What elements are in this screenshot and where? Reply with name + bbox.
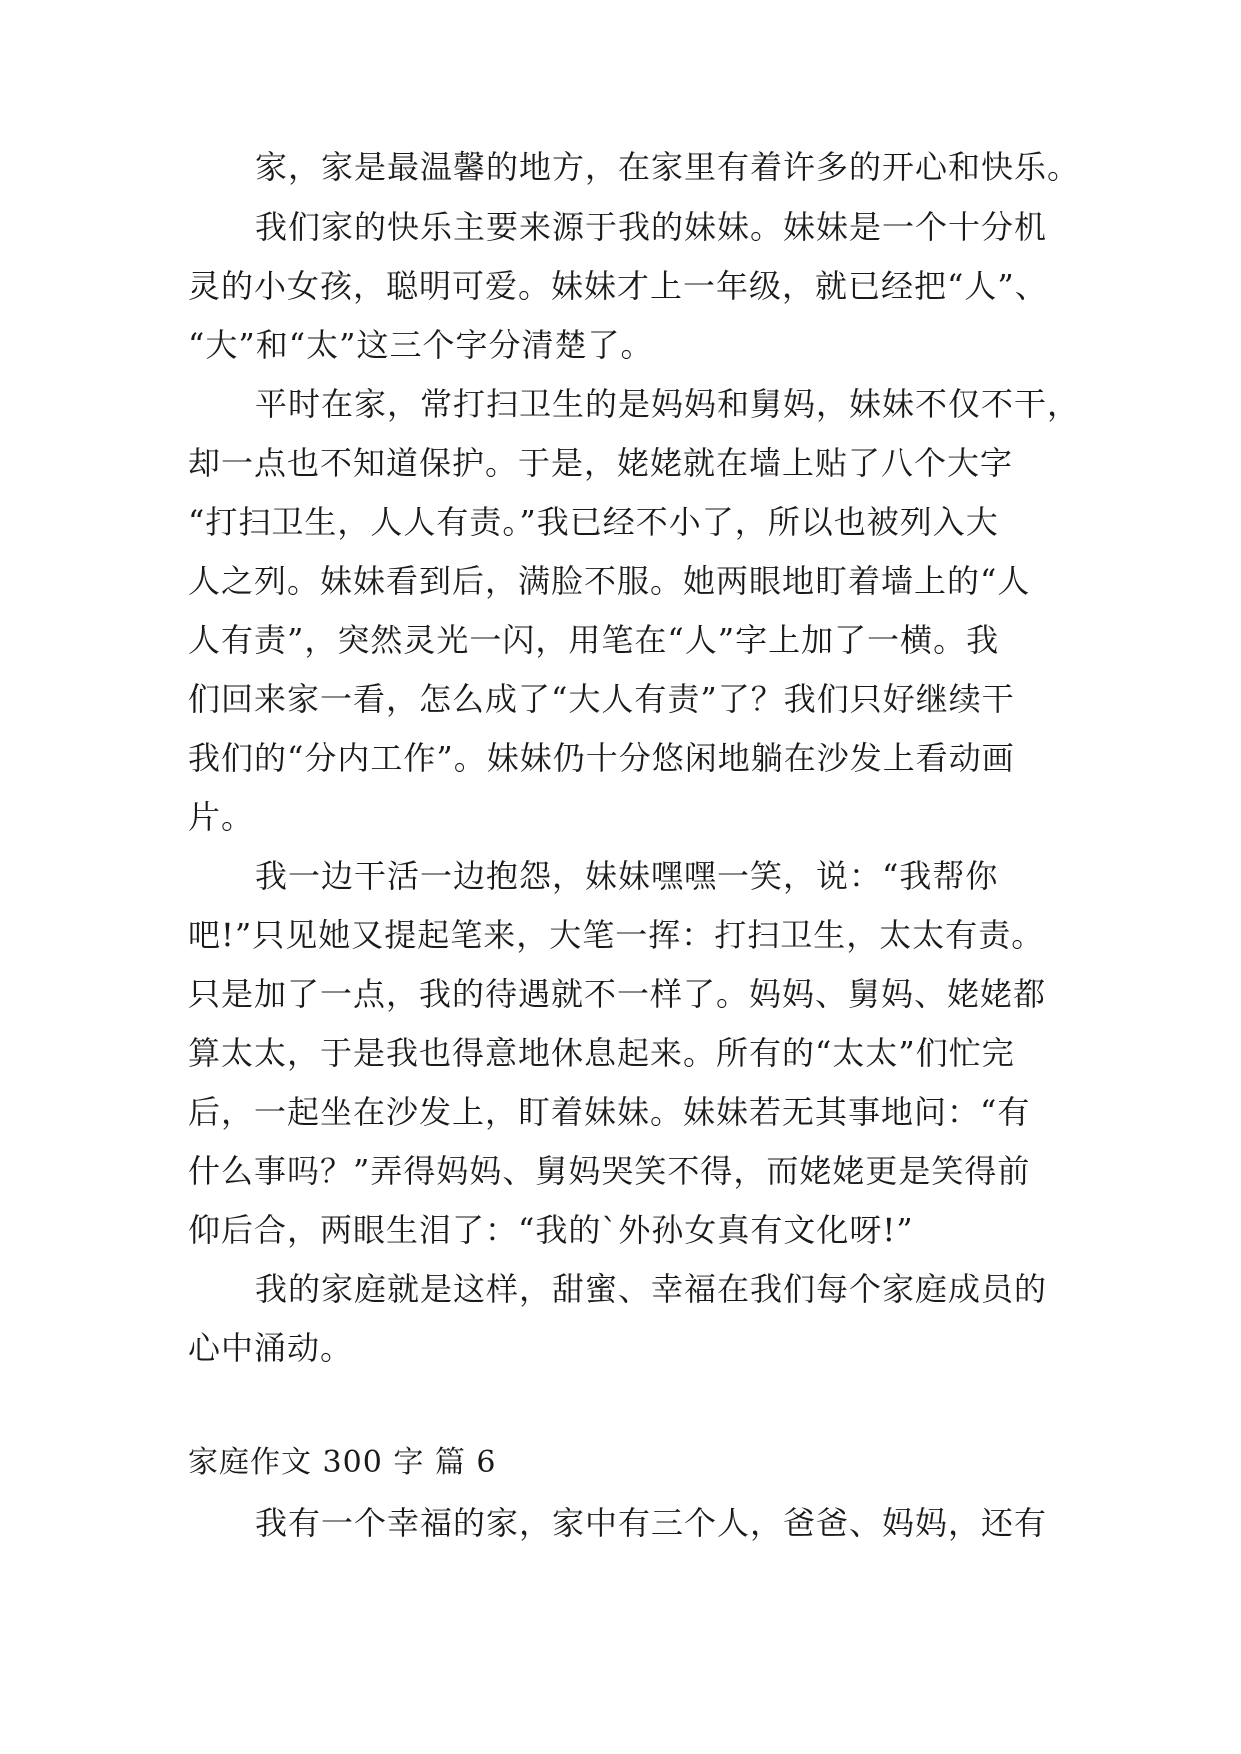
paragraph-5-line-2: 心中涌动。 [188,1329,354,1367]
next-paragraph-line-1: 我有一个幸福的家，家中有三个人，爸爸、妈妈，还有 [255,1504,1048,1542]
paragraph-3-line-8: 片。 [188,798,255,836]
paragraph-4-line-7: 仰后合，两眼生泪了：“我的`外孙女真有文化呀!” [188,1211,914,1249]
paragraph-2-line-2: 灵的小女孩，聪明可爱。妹妹才上一年级，就已经把“人”、 [188,267,1048,305]
paragraph-2-line-3: “大”和“太”这三个字分清楚了。 [188,326,654,364]
paragraph-3-line-7: 我们的“分内工作”。妹妹仍十分悠闲地躺在沙发上看动画 [188,739,1015,777]
paragraph-4-line-5: 后，一起坐在沙发上，盯着妹妹。妹妹若无其事地问：“有 [188,1093,1031,1131]
paragraph-4-line-2: 吧!”只见她又提起笔来，大笔一挥：打扫卫生，太太有责。 [188,916,1045,954]
paragraph-3-line-6: 们回来家一看，怎么成了“大人有责”了？我们只好继续干 [188,680,1015,718]
paragraph-3-line-5: 人有责”，突然灵光一闪，用笔在“人”字上加了一横。我 [188,621,1000,659]
paragraph-3-line-3: “打扫卫生，人人有责。”我已经不小了，所以也被列入大 [188,503,999,541]
paragraph-4-line-4: 算太太，于是我也得意地休息起来。所有的“太太”们忙完 [188,1034,1015,1072]
paragraph-4-line-3: 只是加了一点，我的待遇就不一样了。妈妈、舅妈、姥姥都 [188,975,1047,1013]
paragraph-2-line-1: 我们家的快乐主要来源于我的妹妹。妹妹是一个十分机 [255,208,1048,246]
paragraph-1-line-1: 家，家是最温馨的地方，在家里有着许多的开心和快乐。 [255,148,1081,186]
paragraph-5-line-1: 我的家庭就是这样，甜蜜、幸福在我们每个家庭成员的 [255,1270,1048,1308]
paragraph-4-line-6: 什么事吗？”弄得妈妈、舅妈哭笑不得，而姥姥更是笑得前 [188,1152,1031,1190]
paragraph-4-line-1: 我一边干活一边抱怨，妹妹嘿嘿一笑，说：“我帮你 [255,857,999,895]
section-heading: 家庭作文 300 字 篇 6 [188,1445,497,1480]
paragraph-3-line-1: 平时在家，常打扫卫生的是妈妈和舅妈，妹妹不仅不干， [255,385,1081,423]
paragraph-3-line-2: 却一点也不知道保护。于是，姥姥就在墙上贴了八个大字 [188,444,1014,482]
paragraph-3-line-4: 人之列。妹妹看到后，满脸不服。她两眼地盯着墙上的“人 [188,562,1031,600]
